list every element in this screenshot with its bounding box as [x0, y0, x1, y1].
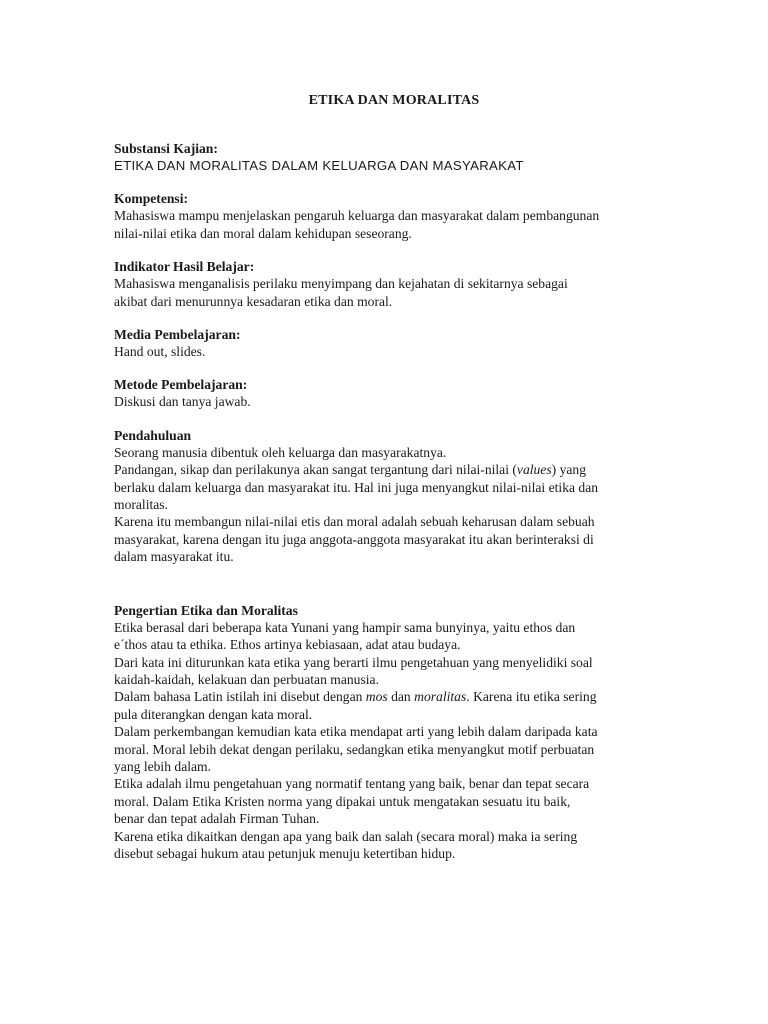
- heading-pendahuluan: Pendahuluan: [114, 427, 192, 443]
- heading-kompetensi: Kompetensi:: [114, 191, 189, 207]
- paragraph-line: yang lebih dalam.: [114, 758, 212, 774]
- substansi-text: ETIKA DAN MORALITAS DALAM KELUARGA DAN MASYARAKAT: [114, 158, 524, 173]
- heading-metode: Metode Pembelajaran:: [114, 377, 248, 393]
- paragraph-line: dalam masyarakat itu.: [114, 549, 234, 565]
- italic-term-moralitas: moralitas: [414, 689, 467, 705]
- paragraph-line: [114, 461, 674, 478]
- italic-term-mos: mos: [365, 689, 388, 705]
- paragraph-line: Karena itu membangun nilai-nilai etis dan moral adalah sebuah keharusan dalam sebuah: [114, 514, 595, 530]
- paragraph-line: [114, 688, 674, 705]
- paragraph-line: Karena etika dikaitkan dengan apa yang baik dan salah (secara moral) maka ia sering: [114, 828, 578, 844]
- paragraph-line: benar dan tepat adalah Firman Tuhan.: [114, 811, 320, 827]
- italic-term-values: values: [516, 462, 552, 478]
- paragraph-line: disebut sebagai hukum atau petunjuk menuju ketertiban hidup.: [114, 845, 456, 861]
- paragraph-line: pula diterangkan dengan kata moral.: [114, 706, 313, 722]
- text-run: Dalam bahasa Latin istilah ini disebut dengan: [114, 689, 366, 705]
- section-pendahuluan: [114, 427, 674, 566]
- kompetensi-line: Mahasiswa mampu menjelaskan pengaruh keluarga dan masyarakat dalam pembangunan: [114, 208, 600, 224]
- paragraph-line: Etika berasal dari beberapa kata Yunani yang hampir sama bunyinya, yaitu ethos dan: [114, 619, 576, 635]
- heading-pengertian: Pengertian Etika dan Moralitas: [114, 602, 298, 618]
- section-pengertian: [114, 602, 674, 863]
- kompetensi-line: nilai-nilai etika dan moral dalam kehidupan seseorang.: [114, 225, 412, 241]
- heading-indikator: Indikator Hasil Belajar:: [114, 259, 255, 275]
- text-run: ) yang: [551, 462, 586, 478]
- indikator-line: akibat dari menurunnya kesadaran etika dan moral.: [114, 293, 393, 309]
- section-metode: [114, 376, 674, 410]
- section-kompetensi: [114, 190, 674, 242]
- spacer: [114, 582, 674, 602]
- paragraph-line: berlaku dalam keluarga dan masyarakat itu. Hal ini juga menyangkut nilai-nilai etika dan: [114, 479, 599, 495]
- paragraph-line: Etika adalah ilmu pengetahuan yang normatif tentang yang baik, benar dan tepat secara: [114, 776, 590, 792]
- paragraph-line: masyarakat, karena dengan itu juga anggota-anggota masyarakat itu akan berinteraksi di: [114, 531, 594, 547]
- paragraph-line: moralitas.: [114, 497, 168, 513]
- heading-substansi: Substansi Kajian:: [114, 141, 218, 156]
- media-text: Hand out, slides.: [114, 344, 206, 360]
- section-indikator: [114, 258, 674, 310]
- section-substansi: [114, 140, 674, 174]
- indikator-line: Mahasiswa menganalisis perilaku menyimpang dan kejahatan di sekitarnya sebagai: [114, 276, 568, 292]
- paragraph-line: Seorang manusia dibentuk oleh keluarga dan masyarakatnya.: [114, 444, 447, 460]
- text-run: dan: [387, 689, 415, 705]
- paragraph-line: Dalam perkembangan kemudian kata etika mendapat arti yang lebih dalam daripada kata: [114, 724, 598, 740]
- text-run: Pandangan, sikap dan perilakunya akan sangat tergantung dari nilai-nilai (: [114, 462, 517, 478]
- document-body: [114, 92, 674, 878]
- metode-text: Diskusi dan tanya jawab.: [114, 394, 251, 410]
- section-media: [114, 326, 674, 360]
- text-run: . Karena itu etika sering: [466, 689, 597, 705]
- paragraph-line: e´thos atau ta ethika. Ethos artinya kebiasaan, adat atau budaya.: [114, 637, 461, 653]
- heading-media: Media Pembelajaran:: [114, 327, 241, 343]
- paragraph-line: moral. Dalam Etika Kristen norma yang dipakai untuk mengatakan sesuatu itu baik,: [114, 793, 571, 809]
- paragraph-line: Dari kata ini diturunkan kata etika yang berarti ilmu pengetahuan yang menyelidiki soal: [114, 654, 593, 670]
- document-title: ETIKA DAN MORALITAS: [308, 93, 480, 108]
- paragraph-line: moral. Moral lebih dekat dengan perilaku, sedangkan etika menyangkut motif perbuatan: [114, 741, 595, 757]
- paragraph-line: kaidah-kaidah, kelakuan dan perbuatan manusia.: [114, 671, 379, 687]
